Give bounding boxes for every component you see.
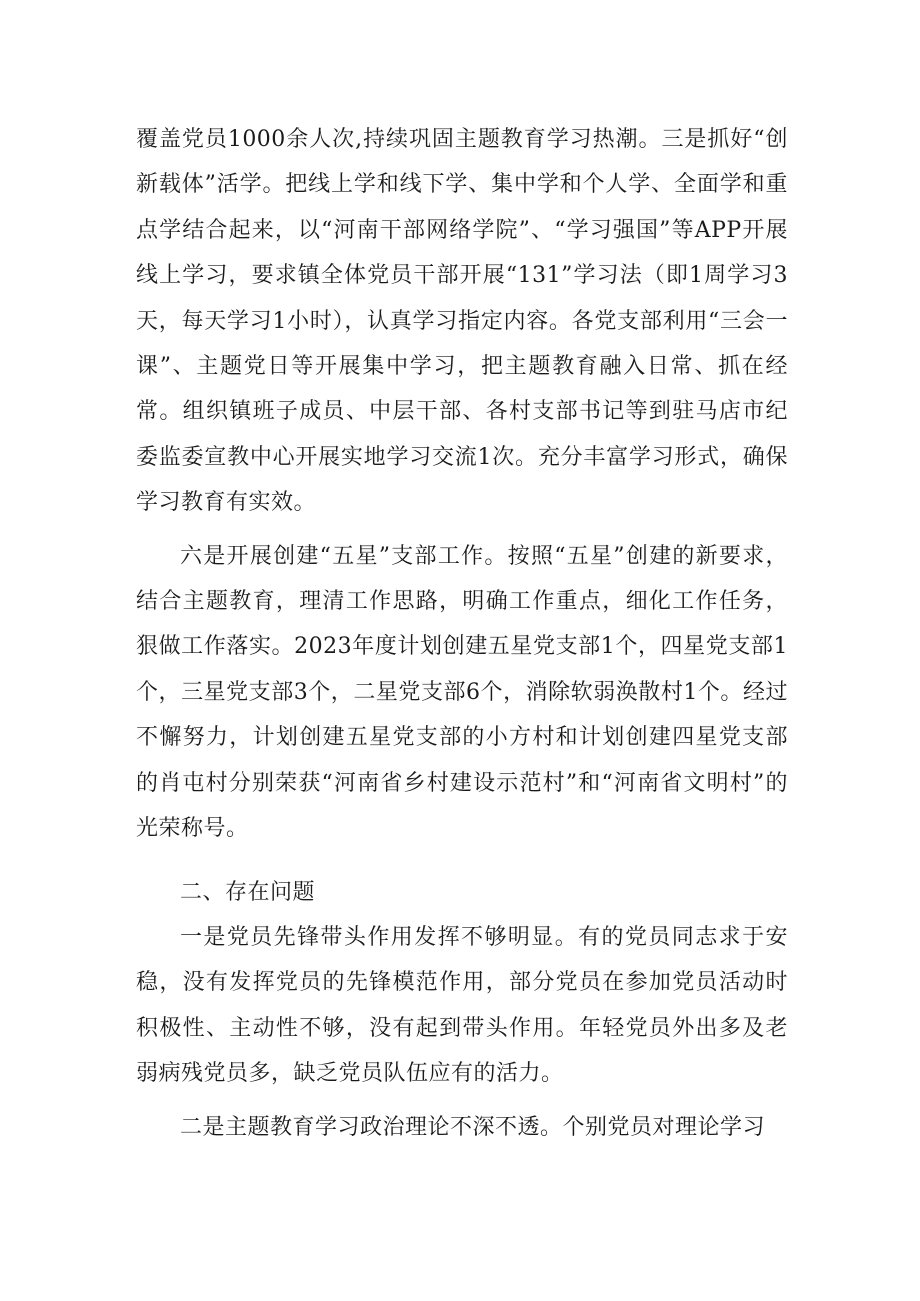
paragraph-study-forms: 覆盖党员1000余人次,持续巩固主题教育学习热潮。三是抓好“创新载体”活学。把线上学和线下学、集中学和个人学、全面学和重点学结合起来，以“河南干部网络学院”、“学习强国”等APP开展线上学习，要求镇全体党员干部开展“131”学习法（即1周学习3天，每天学习1小时），认真学习指定内容。各党支部利用“三会一课”、主题党日等开展集中学习，把主题教育融入日常、抓在经常。组织镇班子成员、中层干部、各村支部书记等到驻马店市纪委监委宣教中心开展实地学习交流1次。充分丰富学习形式，确保学习教育有实效。	[136, 127, 788, 516]
paragraph-five-star-branch: 六是开展创建“五星”支部工作。按照“五星”创建的新要求，结合主题教育，理清工作思路，明确工作重点，细化工作任务，狠做工作落实。2023年度计划创建五星党支部1个，四星党支部1个，三星党支部3个，二星党支部6个，消除软弱涣散村1个。经过不懈努力，计划创建五星党支部的小方村和计划创建四星党支部的肖屯村分别荣获“河南省乡村建设示范村”和“河南省文明村”的光荣称号。	[136, 543, 788, 842]
section-heading-problems: 二、存在问题	[180, 879, 316, 905]
paragraph-problem-two: 二是主题教育学习政治理论不深不透。个别党员对理论学习	[180, 1114, 766, 1140]
paragraph-problem-one: 一是党员先锋带头作用发挥不够明显。有的党员同志求于安稳，没有发挥党员的先锋模范作用，部分党员在参加党员活动时积极性、主动性不够，没有起到带头作用。年轻党员外出多及老弱病残党员多，缺乏党员队伍应有的活力。	[136, 924, 788, 1087]
document-body	[136, 117, 788, 1150]
